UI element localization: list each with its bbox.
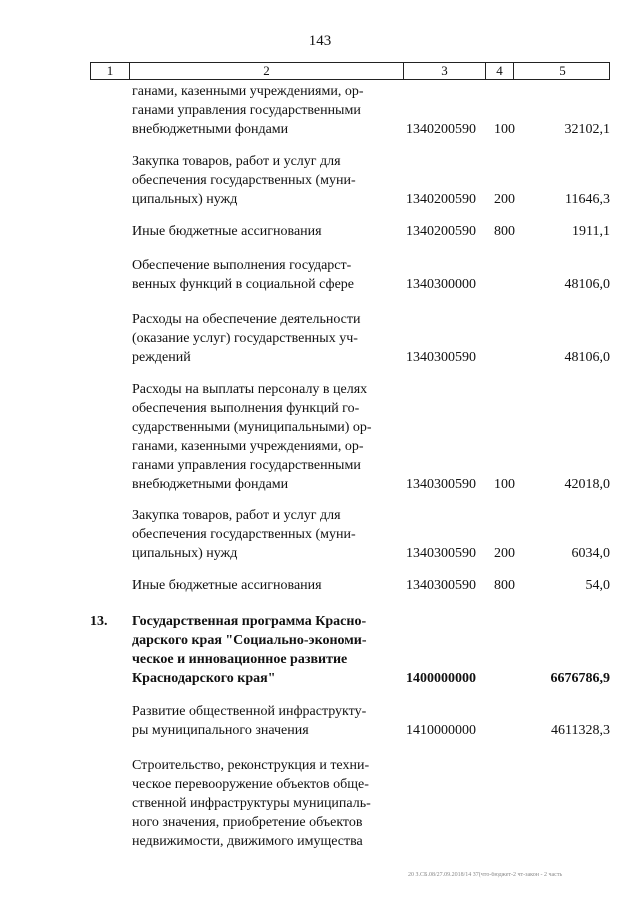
row-vr: 800 — [494, 578, 515, 593]
row-sum: 1911,1 — [572, 224, 610, 239]
footer-document-id: 20 З.СБ.08/27.09.2018/14 З7(что-бюджет-2 чт-закон - 2 часть — [408, 872, 563, 878]
row-code: 1340300590 — [406, 477, 476, 492]
header-col-1: 1 — [106, 63, 114, 78]
row-name: Иные бюджетные ассигнования — [132, 578, 322, 593]
row-name: Закупка товаров, работ и услуг для обеспечения государственных (муни- ципальных) нужд — [132, 154, 356, 207]
row-name: Строительство, реконструкция и техни- ческое перевооружение объектов обще- ственной инфраструктуры муниципаль- ного значения, приобретение объектов недвижимости, движимого имущества — [132, 758, 371, 849]
row-code: 1340200590 — [406, 224, 476, 239]
row-sum: 42018,0 — [564, 477, 610, 492]
row-vr: 800 — [494, 224, 515, 239]
row-sum: 48106,0 — [564, 277, 610, 292]
row-code: 1340300590 — [406, 350, 476, 365]
row-sum: 32102,1 — [564, 122, 610, 137]
row-vr: 100 — [494, 122, 515, 137]
row-name: Обеспечение выполнения государст- венных функций в социальной сфере — [132, 258, 355, 292]
row-sum: 6676786,9 — [550, 671, 610, 686]
row-vr: 200 — [494, 546, 515, 561]
table-header-row — [90, 62, 610, 80]
row-name: Развитие общественной инфраструкту- ры муниципального значения — [132, 704, 367, 738]
header-col-5: 5 — [513, 63, 611, 79]
row-number: 13. — [90, 614, 108, 629]
row-name: Расходы на выплаты персоналу в целях обеспечения выполнения функций го- сударственными (муниципальными) ор- ганами, казенными учреждениями, ор- ганами управления государственными внебюджетными фондами — [132, 382, 372, 492]
row-code: 1340300590 — [406, 546, 476, 561]
header-col-4: 4 — [485, 63, 513, 79]
row-sum: 48106,0 — [564, 350, 610, 365]
row-code: 1340200590 — [406, 192, 476, 207]
row-name: Расходы на обеспечение деятельности (оказание услуг) государственных уч- реждений — [132, 312, 361, 365]
header-col-3: 3 — [403, 63, 485, 79]
row-name: ганами, казенными учреждениями, ор- ганами управления государственными внебюджетными фондами — [132, 84, 364, 137]
row-name: Иные бюджетные ассигнования — [132, 224, 322, 239]
row-name: Государственная программа Красно- дарского края "Социально-экономи- ческое и инновационное развитие Краснодарского края" — [132, 614, 367, 686]
row-code: 1340300590 — [406, 578, 476, 593]
row-sum: 4611328,3 — [551, 723, 610, 738]
row-vr: 100 — [494, 477, 515, 492]
page-number: 143 — [308, 33, 332, 49]
header-col-2: 2 — [129, 63, 403, 79]
row-code: 1410000000 — [406, 723, 476, 738]
row-sum: 6034,0 — [571, 546, 610, 561]
row-name: Закупка товаров, работ и услуг для обеспечения государственных (муни- ципальных) нужд — [132, 508, 356, 561]
row-vr: 200 — [494, 192, 515, 207]
row-sum: 11646,3 — [565, 192, 610, 207]
row-sum: 54,0 — [585, 578, 610, 593]
row-code: 1340200590 — [406, 122, 476, 137]
row-code: 1400000000 — [406, 671, 476, 686]
row-code: 1340300000 — [406, 277, 476, 292]
